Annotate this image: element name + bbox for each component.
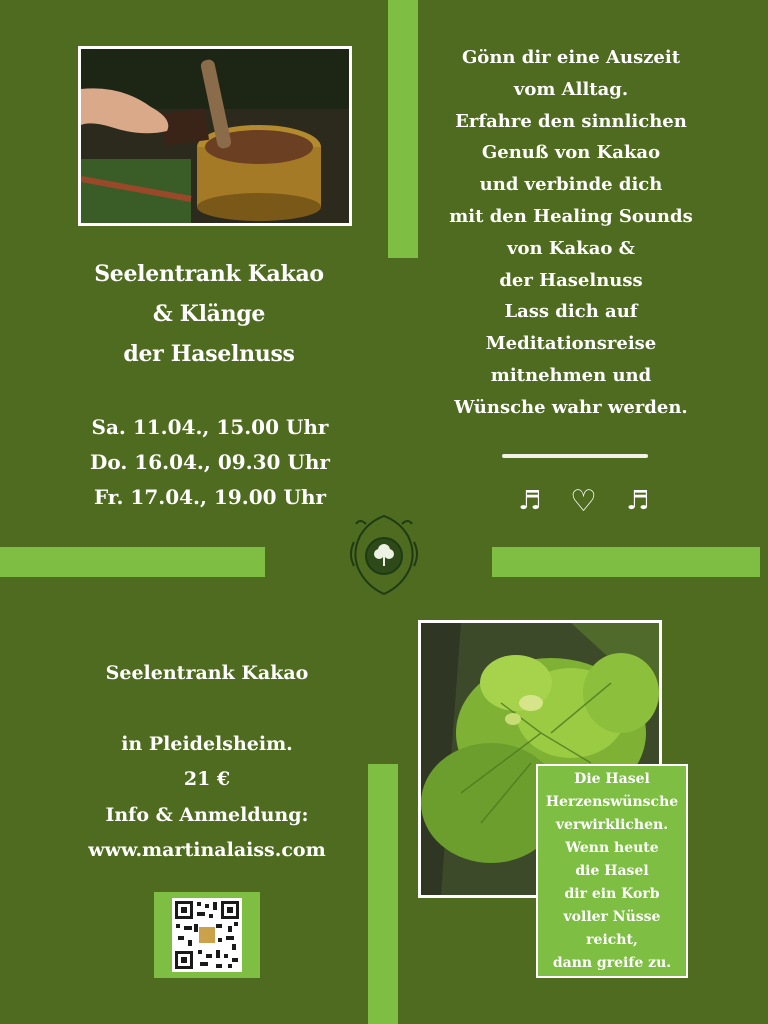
qr-frame [154,892,260,978]
description-line: und verbinde dich [479,174,663,196]
tree-emblem-icon [346,512,422,598]
event-date-1: Sa. 11.04., 15.00 Uhr [91,415,329,439]
description-line: von Kakao & [507,237,635,259]
cocoa-photo-art [81,49,349,223]
info-location: in Pleidelsheim. [121,732,293,755]
event-title-line-1: Seelentrank Kakao [94,261,324,287]
hazel-note-line: Wenn heute [565,840,659,856]
info-title: Seelentrank Kakao [105,662,309,684]
cocoa-photo [78,46,352,226]
info-website[interactable]: www.martinalaiss.com [88,839,326,861]
hazel-note-line: Herzenswünsche [545,794,679,810]
description-line: mit den Healing Sounds [449,205,693,227]
hazel-note-line: verwirklichen. [555,817,669,833]
description-line: Meditationsreise [485,333,657,355]
music-note-icon: ♬ [626,486,650,516]
description-line: der Haselnuss [499,269,643,291]
bottom-vertical-bar [368,764,398,1024]
hazel-note-line: die Hasel [575,863,649,879]
info-spacer [62,692,352,727]
description-line: Genuß von Kakao [481,142,661,164]
event-dates [60,410,360,515]
heart-icon: ♡ [570,484,597,519]
description-line: mitnehmen und [490,364,652,386]
description-divider [502,454,648,458]
event-date-2: Do. 16.04., 09.30 Uhr [90,450,330,474]
description-line: Erfahre den sinnlichen [455,110,687,132]
hazel-note-box [536,764,688,978]
info-block [62,656,352,869]
top-vertical-bar [388,0,418,258]
hazel-note-line: voller Nüsse [563,909,661,925]
right-horizontal-bar [492,547,760,577]
hazel-note-line: Die Hasel [574,771,650,787]
event-title [66,254,352,374]
hazel-note-line: dir ein Korb [564,886,660,902]
left-horizontal-bar [0,547,265,577]
qr-code[interactable] [172,898,242,972]
event-date-3: Fr. 17.04., 19.00 Uhr [93,485,327,509]
info-price: 21 € [183,768,231,790]
event-title-line-3: der Haselnuss [123,341,295,367]
hazel-note-text [538,766,686,975]
hazel-note-line: reicht, [586,932,638,948]
description-line: Gönn dir eine Auszeit [461,47,681,68]
description-line: vom Alltag. [513,78,629,100]
event-title-line-2: & Klänge [152,301,266,327]
info-registration: Info & Anmeldung: [105,803,309,826]
description-line: Wünsche wahr werden. [454,396,688,418]
music-note-icon: ♬ [518,486,542,516]
event-description [428,42,714,424]
description-line: Lass dich auf [504,301,638,323]
hazel-note-line: dann greife zu. [552,955,672,971]
